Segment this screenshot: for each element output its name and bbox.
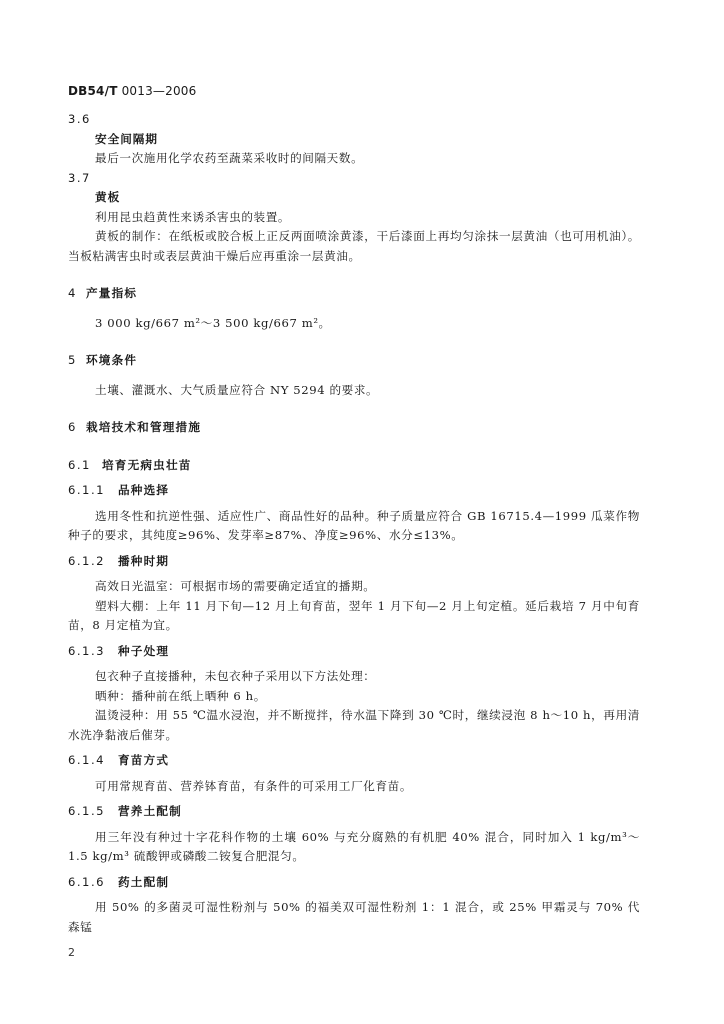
- page-number: 2: [68, 946, 75, 959]
- section-6-1-5-heading: [68, 802, 640, 822]
- section-6-1-2-heading: [68, 552, 640, 572]
- section-6-1-2-title: 播种时期: [118, 553, 170, 568]
- section-6-1-heading: [68, 456, 640, 476]
- section-6-1-4-text: 可用常规育苗、营养钵育苗，有条件的可采用工厂化育苗。: [95, 778, 413, 793]
- section-6-1-1-title: 品种选择: [118, 483, 170, 497]
- section-6-1-1-heading: [68, 481, 640, 501]
- section-6-1-4-heading: [68, 751, 640, 771]
- section-6-1-3-intro: 包衣种子直接播种，未包衣种子采用以下方法处理：: [95, 669, 376, 683]
- section-6-1-4-number: 6.1.4: [68, 753, 105, 767]
- section-6-1-5-text: 用三年没有种过十字花科作物的土壤 60% 与充分腐熟的有机肥 40% 混合，同时加入 1 kg/m³～1.5 kg/m³ 硫酸钾或磷酸二铵复合肥混匀。: [68, 829, 640, 863]
- section-5-title: 环境条件: [86, 353, 138, 367]
- section-6-1-title: 培育无病虫壮苗: [102, 457, 192, 472]
- section-6-1-3-title: 种子处理: [118, 643, 170, 658]
- section-6-1-5-title: 营养土配制: [118, 804, 182, 818]
- section-6-1-4-title: 育苗方式: [118, 753, 170, 767]
- section-6-1-5-number: 6.1.5: [68, 804, 105, 818]
- section-3-7-number: 3.7: [68, 170, 91, 185]
- section-6-1-1-text: 选用冬性和抗逆性强、适应性广、商品性好的品种。种子质量应符合 GB 16715.4—1999 瓜菜作物种子的要求，其纯度≥96%、发芽率≥87%、净度≥96%、水分≤13%。: [68, 508, 640, 542]
- section-6-1-2-plastic-shed: 塑料大棚：上年 11 月下旬—12 月上旬育苗，翌年 1 月下旬—2 月上旬定植。延后栽培 7 月中旬育苗，8 月定植为宜。: [68, 598, 640, 632]
- section-6-1-6-number: 6.1.6: [68, 874, 105, 889]
- section-5-number: 5: [68, 353, 77, 367]
- section-6-1-6-text: 用 50% 的多菌灵可湿性粉剂与 50% 的福美双可湿性粉剂 1：1 混合，或 25% 甲霜灵与 70% 代森锰: [68, 900, 640, 934]
- section-3-6-number: 3.6: [68, 112, 91, 126]
- section-4-title: 产量指标: [86, 286, 138, 300]
- standard-code-header: [68, 84, 196, 98]
- section-4-heading: [68, 284, 640, 304]
- section-3-6-definition: 最后一次施用化学农药至蔬菜采收时的间隔天数。: [95, 151, 364, 165]
- section-6-heading: [68, 418, 640, 438]
- section-6-1-2-number: 6.1.2: [68, 553, 105, 568]
- section-5-text: 土壤、灌溉水、大气质量应符合 NY 5294 的要求。: [95, 382, 379, 397]
- section-6-1-2-greenhouse: 高效日光温室：可根据市场的需要确定适宜的播期。: [95, 579, 376, 593]
- section-6-1-6-title: 药土配制: [118, 874, 170, 889]
- section-6-1-3-warm-soak: 温烫浸种：用 55 ℃温水浸泡，并不断搅拌，待水温下降到 30 ℃时，继续浸泡 8 h～10 h，再用清水洗净黏液后催芽。: [68, 708, 640, 742]
- section-4-number: 4: [68, 286, 77, 300]
- section-6-1-1-number: 6.1.1: [68, 483, 105, 497]
- section-6-1-number: 6.1: [68, 457, 91, 472]
- document-body: [68, 110, 640, 937]
- section-6-number: 6: [68, 420, 77, 434]
- section-3-7-note: 黄板的制作：在纸板或胶合板上正反两面喷涂黄漆，干后漆面上再均匀涂抹一层黄油（也可用机油）。当板粘满害虫时或表层黄油干燥后应再重涂一层黄油。: [68, 229, 640, 263]
- section-5-heading: [68, 351, 640, 371]
- section-3-7-term: 黄板: [95, 190, 121, 204]
- section-6-1-6-heading: [68, 873, 640, 893]
- standard-code-prefix: DB54/T: [68, 84, 118, 98]
- section-6-1-3-sun-drying: 晒种：播种前在纸上晒种 6 h。: [95, 688, 266, 703]
- section-4-text: 3 000 kg/667 m²～3 500 kg/667 m²。: [95, 315, 331, 330]
- section-3-7-definition: 利用昆虫趋黄性来诱杀害虫的装置。: [95, 209, 291, 224]
- section-6-1-3-heading: [68, 642, 640, 662]
- section-6-title: 栽培技术和管理措施: [86, 420, 202, 434]
- section-6-1-3-number: 6.1.3: [68, 643, 105, 658]
- section-3-6-term: 安全间隔期: [95, 131, 158, 146]
- standard-code-number: 0013—2006: [117, 84, 197, 98]
